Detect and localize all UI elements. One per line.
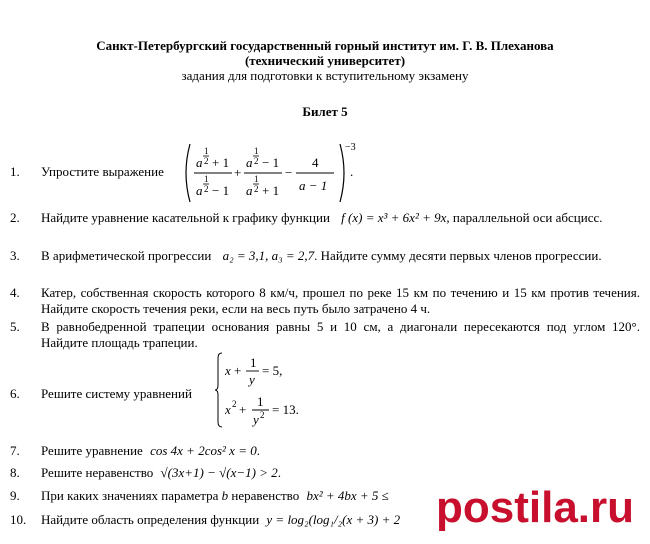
svg-text:+: + [234, 363, 242, 378]
ticket-title: Билет 5 [302, 104, 348, 119]
problem-number: 9. [10, 488, 20, 503]
equation-system [215, 352, 335, 428]
formula-a-minus-1: a − 1 [299, 178, 328, 193]
problem-number: 2. [10, 210, 20, 225]
problem-text: Упростите выражение [41, 164, 164, 179]
tangent-function-formula: f (x) = x³ + 6x² + 9x [341, 210, 447, 225]
progression-condition: a₂ = 3,1, a₃ = 2,7 [222, 248, 315, 263]
problem-number: 10. [10, 512, 27, 527]
svg-text:x: x [225, 363, 231, 378]
svg-text:+: + [239, 402, 247, 417]
system-brace-icon [215, 352, 223, 428]
svg-text:2: 2 [204, 156, 209, 166]
exam-subtitle: задания для подготовки к вступительному экзамену [181, 68, 469, 83]
svg-text:2: 2 [254, 156, 259, 166]
problem-number: 3. [10, 248, 20, 263]
problem-text: В арифметической прогрессии [41, 248, 212, 263]
problem-tail: . Найдите сумму десяти первых членов прогрессии. [314, 248, 602, 263]
problem-number: 4. [10, 285, 20, 300]
svg-text:1: 1 [204, 146, 209, 156]
problem-7 [10, 443, 640, 461]
svg-text:2: 2 [232, 399, 237, 409]
trig-equation: cos 4x + 2cos² x = 0 [150, 443, 257, 458]
svg-text:2: 2 [204, 184, 209, 194]
formula-exponent: −3 [345, 142, 356, 153]
problem-2 [10, 210, 640, 242]
svg-text:2: 2 [260, 410, 265, 420]
svg-text:− 1: − 1 [212, 183, 230, 198]
svg-text:1: 1 [254, 174, 259, 184]
simplify-expression-formula [182, 140, 372, 206]
watermark-brand: postila.ru [436, 483, 635, 532]
problem-text: Решите неравенство [41, 465, 154, 480]
svg-text:a: a [196, 155, 203, 170]
postila-watermark-logo [432, 474, 642, 536]
parametric-inequality: bx² + 4bx + 5 ≤ [306, 488, 389, 503]
svg-text:−: − [285, 165, 293, 180]
svg-text:− 1: − 1 [262, 155, 280, 170]
svg-text:+ 1: + 1 [212, 155, 230, 170]
problem-tail: . [277, 465, 282, 480]
problem-number: 1. [10, 164, 20, 179]
svg-text:a: a [246, 155, 253, 170]
problem-5 [10, 319, 640, 351]
svg-text:x: x [225, 402, 231, 417]
svg-text:2: 2 [254, 184, 259, 194]
problem-tail: , параллельной оси абсцисс. [446, 210, 603, 225]
problem-text: В равнобедренной трапеции основания равны 5 и 10 см, а диагонали пересекаются под углом 120°. Найдите площадь трапеции. [41, 319, 640, 350]
problem-number: 5. [10, 319, 20, 334]
radical-inequality: √(3x+1) − √(x−1) > 2 [160, 465, 278, 480]
svg-text:1: 1 [254, 146, 259, 156]
problem-text: Решите уравнение [41, 443, 143, 458]
problem-3 [10, 248, 640, 280]
svg-text:= 13.: = 13. [272, 402, 299, 417]
problem-number: 8. [10, 465, 20, 480]
formula-four: 4 [312, 155, 319, 170]
problem-1 [10, 140, 640, 206]
svg-text:a: a [196, 183, 203, 198]
institute-subtitle: (технический университет) [244, 53, 406, 68]
problem-text: Катер, собственная скорость которого 8 км/ч, прошел по реке 15 км по течению и 15 км против течения. Найдите скорость течения реки, если на весь путь было затрачено 4 ч. [41, 285, 640, 316]
svg-text:1: 1 [257, 394, 264, 409]
problem-4 [10, 285, 640, 317]
svg-text:a: a [246, 183, 253, 198]
problem-text: Найдите уравнение касательной к графику функции [41, 210, 330, 225]
problem-number: 7. [10, 443, 20, 458]
svg-text:= 5,: = 5, [262, 363, 283, 378]
problem-text: Решите систему уравнений [41, 386, 192, 401]
parameter-name: b [221, 488, 229, 503]
svg-text:1: 1 [250, 355, 257, 370]
svg-text:y: y [249, 372, 255, 387]
problem-text: При каких значениях параметра [41, 488, 219, 503]
problem-text: Найдите область определения функции [41, 512, 260, 527]
problem-text-2: неравенство [231, 488, 300, 503]
institute-name: Санкт-Петербургский государственный горный институт им. Г. В. Плеханова [96, 38, 554, 53]
problem-number: 6. [10, 386, 20, 401]
svg-text:1: 1 [204, 174, 209, 184]
log-domain-function: y = log₂(log₁/₂(x + 3) + 2 [266, 512, 401, 527]
svg-text:+ 1: + 1 [262, 183, 280, 198]
problem-tail: . [256, 443, 260, 458]
svg-text:+: + [234, 165, 242, 180]
problem-tail: . [350, 164, 354, 179]
svg-text:y: y [253, 412, 259, 427]
